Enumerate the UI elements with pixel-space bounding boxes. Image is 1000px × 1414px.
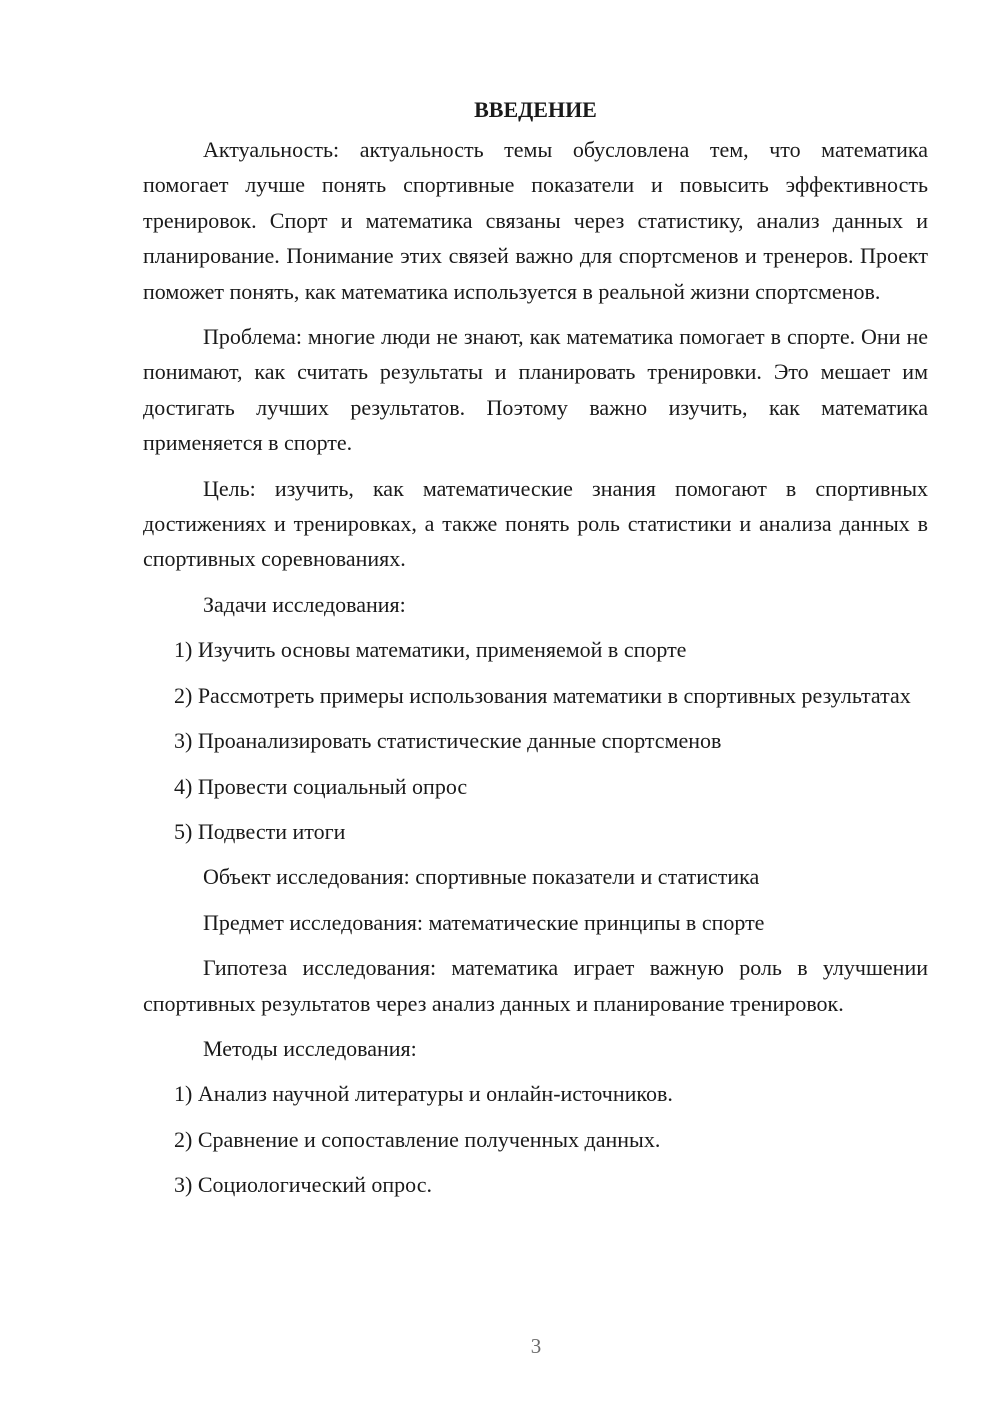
tasks-heading: Задачи исследования: — [203, 591, 406, 617]
document-body — [143, 96, 928, 1213]
task-item: 2) Рассмотреть примеры использования математики в спортивных результатах — [174, 682, 911, 708]
task-item: 1) Изучить основы математики, применяемой в спорте — [174, 637, 687, 663]
page-number: 3 — [530, 1334, 542, 1358]
section-title: ВВЕДЕНИЕ — [474, 97, 597, 122]
hypothesis-paragraph: Гипотеза исследования: математика играет важную роль в улучшении спортивных результатов через анализ данных и планирование тренировок. — [143, 955, 928, 1016]
object-paragraph: Объект исследования: спортивные показатели и статистика — [203, 864, 760, 890]
method-item: 1) Анализ научной литературы и онлайн-источников. — [174, 1081, 673, 1107]
relevance-paragraph: Актуальность: актуальность темы обусловлена тем, что математика помогает лучше понять спортивные показатели и повысить эффективность тренировок. Спорт и математика связаны через статистику, анализ данных и планирование. Понимание этих связей важно для спортсменов и тренеров. Проект поможет понять, как математика используется в реальной жизни спортсменов. — [143, 137, 928, 304]
task-item: 3) Проанализировать статистические данные спортсменов — [174, 728, 722, 754]
subject-paragraph: Предмет исследования: математические принципы в спорте — [203, 909, 765, 935]
method-item: 3) Социологический опрос. — [174, 1172, 432, 1198]
task-item: 4) Провести социальный опрос — [174, 773, 468, 799]
methods-heading: Методы исследования: — [203, 1035, 417, 1061]
goal-paragraph: Цель: изучить, как математические знания помогают в спортивных достижениях и тренировках, а также понять роль статистики и анализа данных в спортивных соревнованиях. — [143, 475, 928, 572]
method-item: 2) Сравнение и сопоставление полученных данных. — [174, 1126, 661, 1152]
task-item: 5) Подвести итоги — [174, 818, 346, 844]
problem-paragraph: Проблема: многие люди не знают, как математика помогает в спорте. Они не понимают, как считать результаты и планировать тренировки. Это мешает им достигать лучших результатов. Поэтому важно изучить, как математика применяется в спорте. — [143, 324, 928, 456]
